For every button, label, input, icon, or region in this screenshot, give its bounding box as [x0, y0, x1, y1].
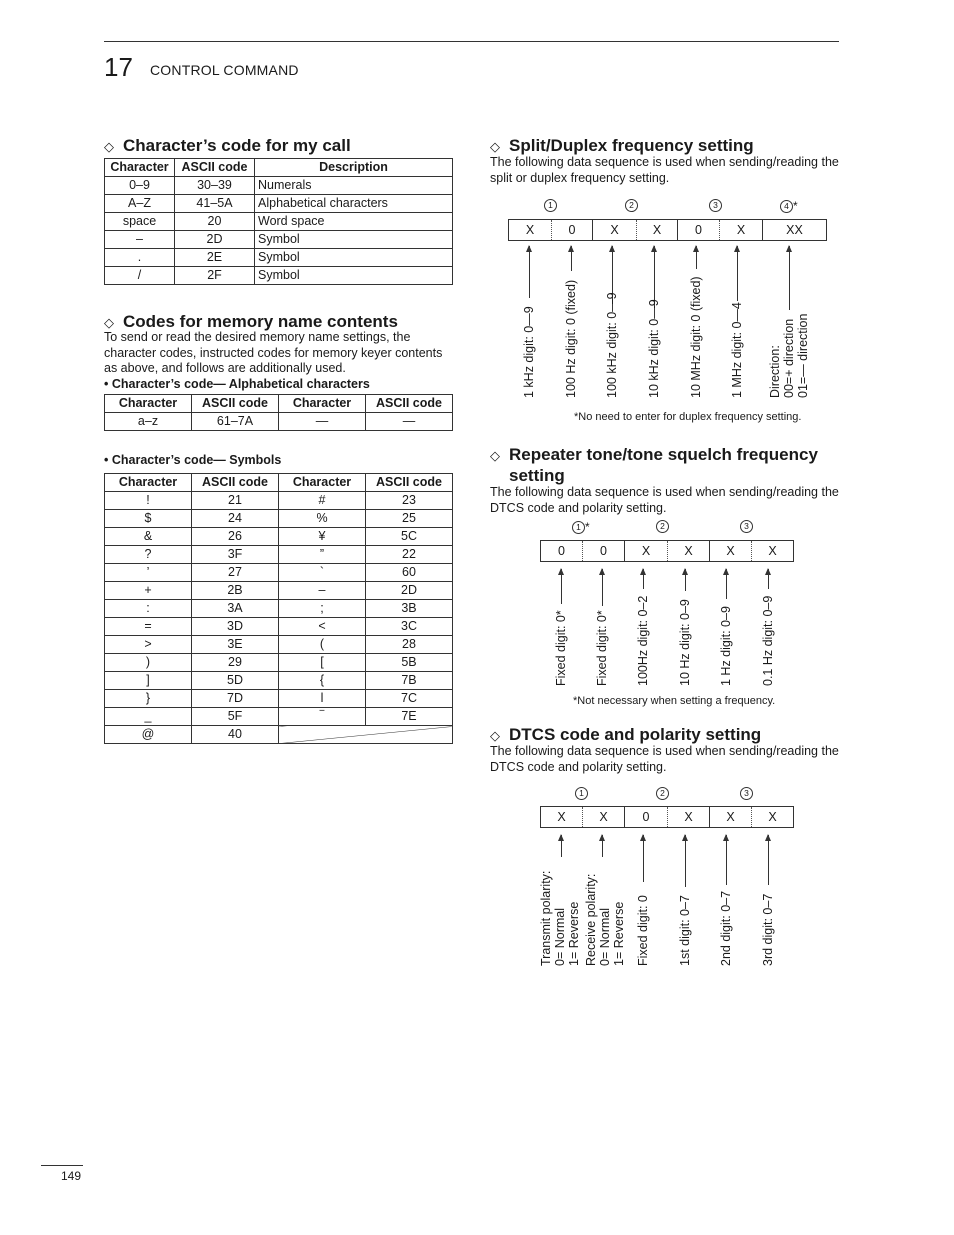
- sequence-marker: 3: [709, 199, 722, 212]
- table-row: [105, 690, 453, 708]
- memory-name-text: To send or read the desired memory name settings, the character codes, instructed codes for memory keyer contents as above, and follows are additionally used.: [104, 330, 443, 375]
- table-cell: &: [105, 528, 192, 546]
- field-label: 2nd digit: 0–7: [719, 890, 733, 966]
- table-row: [105, 582, 453, 600]
- table-cell: (: [279, 636, 366, 654]
- table-cell: 7E: [366, 708, 453, 726]
- pointer-arrow: [685, 569, 686, 591]
- sequence-cell: XX: [762, 220, 826, 240]
- table-cell: ¥: [279, 528, 366, 546]
- symbols-table: [104, 473, 453, 744]
- diamond-icon: ◇: [490, 728, 500, 743]
- repeater-text: The following data sequence is used when sending/reading the DTCS code and polarity setting.: [490, 485, 839, 515]
- table-cell: Symbol: [255, 249, 453, 267]
- page-number: 149: [61, 1169, 82, 1183]
- table-cell: }: [105, 690, 192, 708]
- table-cell: —: [366, 413, 453, 431]
- pointer-arrow: [602, 569, 603, 606]
- sequence-box: [540, 540, 794, 562]
- sequence-cell: 0: [582, 541, 624, 561]
- table-header: ASCII code: [175, 159, 255, 177]
- field-label: 10 Hz digit: 0–9: [678, 599, 692, 686]
- pointer-arrow: [685, 835, 686, 887]
- table-cell: –: [105, 231, 175, 249]
- pointer-arrow: [571, 246, 572, 271]
- table-cell: 40: [192, 726, 279, 744]
- table-cell: !: [105, 492, 192, 510]
- table-cell: ): [105, 654, 192, 672]
- sequence-cell: X: [667, 807, 709, 827]
- table-cell: 5C: [366, 528, 453, 546]
- table-cell: 3E: [192, 636, 279, 654]
- dtcs-heading: ◇ DTCS code and polarity setting: [490, 725, 762, 744]
- table-cell: 25: [366, 510, 453, 528]
- table-header: Character: [105, 395, 192, 413]
- field-label: 0.1 Hz digit: 0–9: [761, 595, 775, 686]
- table-row: [105, 726, 453, 744]
- table-cell: ]: [105, 672, 192, 690]
- chapter-title: CONTROL COMMAND: [150, 62, 299, 78]
- table-cell: $: [105, 510, 192, 528]
- diamond-icon: ◇: [104, 139, 114, 154]
- symbols-label: • Character’s code— Symbols: [104, 453, 282, 467]
- table-cell: Symbol: [255, 267, 453, 285]
- table-row: [105, 708, 453, 726]
- pointer-arrow: [726, 569, 727, 599]
- pointer-arrow: [643, 835, 644, 882]
- table-cell: 3B: [366, 600, 453, 618]
- table-cell: ?: [105, 546, 192, 564]
- table-row: [105, 249, 453, 267]
- table-cell: %: [279, 510, 366, 528]
- table-cell: #: [279, 492, 366, 510]
- table-header: ASCII code: [366, 474, 453, 492]
- sequence-marker: 1 *: [572, 520, 590, 534]
- table-header: Character: [105, 474, 192, 492]
- pointer-arrow: [789, 246, 790, 310]
- table-cell: 3A: [192, 600, 279, 618]
- pointer-arrow: [529, 246, 530, 298]
- table-cell: 5F: [192, 708, 279, 726]
- table-row: [105, 636, 453, 654]
- table-cell: 41–5A: [175, 195, 255, 213]
- my-call-heading: ◇ Character’s code for my call: [104, 136, 351, 155]
- sequence-marker: 3: [740, 520, 753, 533]
- sequence-cell: 0: [551, 220, 592, 240]
- table-cell: a–z: [105, 413, 192, 431]
- sequence-cell: X: [525, 223, 535, 237]
- table-header: Character: [105, 159, 175, 177]
- table-cell: 0–9: [105, 177, 175, 195]
- sequence-cell: 0: [677, 220, 719, 240]
- pointer-arrow: [768, 569, 769, 589]
- sequence-marker: 4 *: [780, 199, 798, 213]
- table-row: [105, 231, 453, 249]
- sequence-cell: 0: [558, 544, 565, 558]
- sequence-cell: X: [636, 220, 677, 240]
- split-text: The following data sequence is used when sending/reading the split or duplex frequency setting.: [490, 155, 839, 185]
- table-cell: 3C: [366, 618, 453, 636]
- table-cell: —: [279, 413, 366, 431]
- table-cell: 23: [366, 492, 453, 510]
- table-cell: ‾: [279, 708, 366, 726]
- sequence-marker: 2: [625, 199, 638, 212]
- table-row: [105, 654, 453, 672]
- sequence-cell: X: [719, 220, 762, 240]
- sequence-marker: 2: [656, 520, 669, 533]
- sequence-marker: 1: [575, 787, 588, 800]
- table-header: ASCII code: [366, 395, 453, 413]
- chapter-number: 17: [104, 52, 133, 82]
- field-label: 3rd digit: 0–7: [761, 893, 775, 966]
- table-cell: :: [105, 600, 192, 618]
- table-cell: 61–7A: [192, 413, 279, 431]
- pointer-arrow: [643, 569, 644, 589]
- table-cell: 60: [366, 564, 453, 582]
- repeater-note: *Not necessary when setting a frequency.: [573, 695, 776, 707]
- sequence-cell: X: [624, 541, 667, 561]
- field-label: Transmit polarity: 0= Normal 1= Reverse: [539, 870, 581, 966]
- field-label: 100Hz digit: 0–2: [636, 595, 650, 686]
- sequence-cell: X: [709, 541, 751, 561]
- field-label: 1 Hz digit: 0–9: [719, 606, 733, 686]
- sequence-cell: X: [751, 541, 793, 561]
- table-cell: Alphabetical characters: [255, 195, 453, 213]
- diamond-icon: ◇: [490, 139, 500, 154]
- pointer-arrow: [561, 835, 562, 857]
- table-cell: ;: [279, 600, 366, 618]
- table-cell: ”: [279, 546, 366, 564]
- table-row: [105, 618, 453, 636]
- table-cell: 7C: [366, 690, 453, 708]
- table-cell: A–Z: [105, 195, 175, 213]
- table-row: [105, 213, 453, 231]
- table-cell: 24: [192, 510, 279, 528]
- field-label: Fixed digit: 0*: [554, 610, 568, 686]
- field-label: Fixed digit: 0: [636, 895, 650, 966]
- sequence-cell: X: [751, 807, 793, 827]
- sequence-cell: X: [667, 541, 709, 561]
- table-cell: 3F: [192, 546, 279, 564]
- repeater-heading: ◇ Repeater tone/tone squelch frequency setting: [490, 445, 818, 485]
- table-row: [105, 510, 453, 528]
- table-cell: 2D: [175, 231, 255, 249]
- table-header: ASCII code: [192, 474, 279, 492]
- table-cell: 2F: [175, 267, 255, 285]
- sequence-cell: 0: [624, 807, 667, 827]
- table-header: Description: [255, 159, 453, 177]
- table-cell: =: [105, 618, 192, 636]
- table-row: [105, 195, 453, 213]
- my-call-table: [104, 158, 453, 285]
- table-row: [105, 267, 453, 285]
- sequence-box: [508, 219, 827, 241]
- table-row: [105, 672, 453, 690]
- field-label: 1 kHz digit: 0—9: [522, 306, 536, 398]
- sequence-cell: X: [557, 810, 566, 824]
- pointer-arrow: [696, 246, 697, 269]
- table-cell: 5B: [366, 654, 453, 672]
- sequence-cell: X: [709, 807, 751, 827]
- pointer-arrow: [726, 835, 727, 885]
- table-cell: 7B: [366, 672, 453, 690]
- field-label: 10 MHz digit: 0 (fixed): [689, 276, 703, 398]
- table-cell: 3D: [192, 618, 279, 636]
- table-cell: 30–39: [175, 177, 255, 195]
- field-label: 1 MHz digit: 0—4: [730, 302, 744, 398]
- field-label: Receive polarity: 0= Normal 1= Reverse: [584, 873, 626, 966]
- table-row: [105, 177, 453, 195]
- field-label: Fixed digit: 0*: [595, 610, 609, 686]
- table-cell: [: [279, 654, 366, 672]
- table-row: [105, 528, 453, 546]
- table-cell: 7D: [192, 690, 279, 708]
- table-cell: _: [105, 708, 192, 726]
- field-label: 100 Hz digit: 0 (fixed): [564, 279, 578, 398]
- table-cell: Symbol: [255, 231, 453, 249]
- sequence-marker: 3: [740, 787, 753, 800]
- pointer-arrow: [737, 246, 738, 301]
- sequence-marker: 1: [544, 199, 557, 212]
- table-cell: 27: [192, 564, 279, 582]
- table-header: ASCII code: [192, 395, 279, 413]
- alpha-table: [104, 394, 453, 431]
- footer-rule: [41, 1165, 83, 1166]
- dtcs-text: The following data sequence is used when sending/reading the DTCS code and polarity setting.: [490, 744, 839, 774]
- sequence-box: [540, 806, 794, 828]
- table-cell: –: [279, 582, 366, 600]
- field-label: 1st digit: 0–7: [678, 895, 692, 966]
- table-cell: 29: [192, 654, 279, 672]
- alpha-label: • Character’s code— Alphabetical characters: [104, 377, 370, 391]
- sequence-cell: X: [582, 807, 624, 827]
- table-cell: /: [105, 267, 175, 285]
- diamond-icon: ◇: [104, 315, 114, 330]
- table-cell: >: [105, 636, 192, 654]
- table-cell: @: [105, 726, 192, 744]
- table-cell: +: [105, 582, 192, 600]
- table-cell: 21: [192, 492, 279, 510]
- blank-cell: [279, 726, 453, 744]
- table-cell: Word space: [255, 213, 453, 231]
- table-cell: 28: [366, 636, 453, 654]
- table-cell: {: [279, 672, 366, 690]
- field-label: 10 kHz digit: 0—9: [647, 299, 661, 398]
- sequence-cell: X: [592, 220, 636, 240]
- pointer-arrow: [768, 835, 769, 885]
- table-cell: 5D: [192, 672, 279, 690]
- table-cell: ’: [105, 564, 192, 582]
- split-heading: ◇ Split/Duplex frequency setting: [490, 136, 754, 155]
- table-cell: 22: [366, 546, 453, 564]
- table-cell: space: [105, 213, 175, 231]
- table-row: [105, 564, 453, 582]
- split-note: *No need to enter for duplex frequency setting.: [574, 411, 802, 423]
- table-header: Character: [279, 395, 366, 413]
- table-row: [105, 492, 453, 510]
- table-header: Character: [279, 474, 366, 492]
- table-cell: 2D: [366, 582, 453, 600]
- table-cell: .: [105, 249, 175, 267]
- field-label: Direction: 00=+ direction 01=— direction: [768, 313, 810, 398]
- memory-name-heading: ◇ Codes for memory name contents: [104, 312, 398, 331]
- pointer-arrow: [602, 835, 603, 857]
- table-row: [105, 546, 453, 564]
- table-cell: 26: [192, 528, 279, 546]
- table-cell: 20: [175, 213, 255, 231]
- table-cell: Numerals: [255, 177, 453, 195]
- table-row: [105, 413, 453, 431]
- table-cell: l: [279, 690, 366, 708]
- table-cell: <: [279, 618, 366, 636]
- table-cell: 2B: [192, 582, 279, 600]
- table-cell: `: [279, 564, 366, 582]
- table-cell: 2E: [175, 249, 255, 267]
- header-rule: [104, 41, 839, 42]
- diamond-icon: ◇: [490, 448, 500, 463]
- sequence-marker: 2: [656, 787, 669, 800]
- pointer-arrow: [561, 569, 562, 604]
- field-label: 100 kHz digit: 0—9: [605, 292, 619, 398]
- table-row: [105, 600, 453, 618]
